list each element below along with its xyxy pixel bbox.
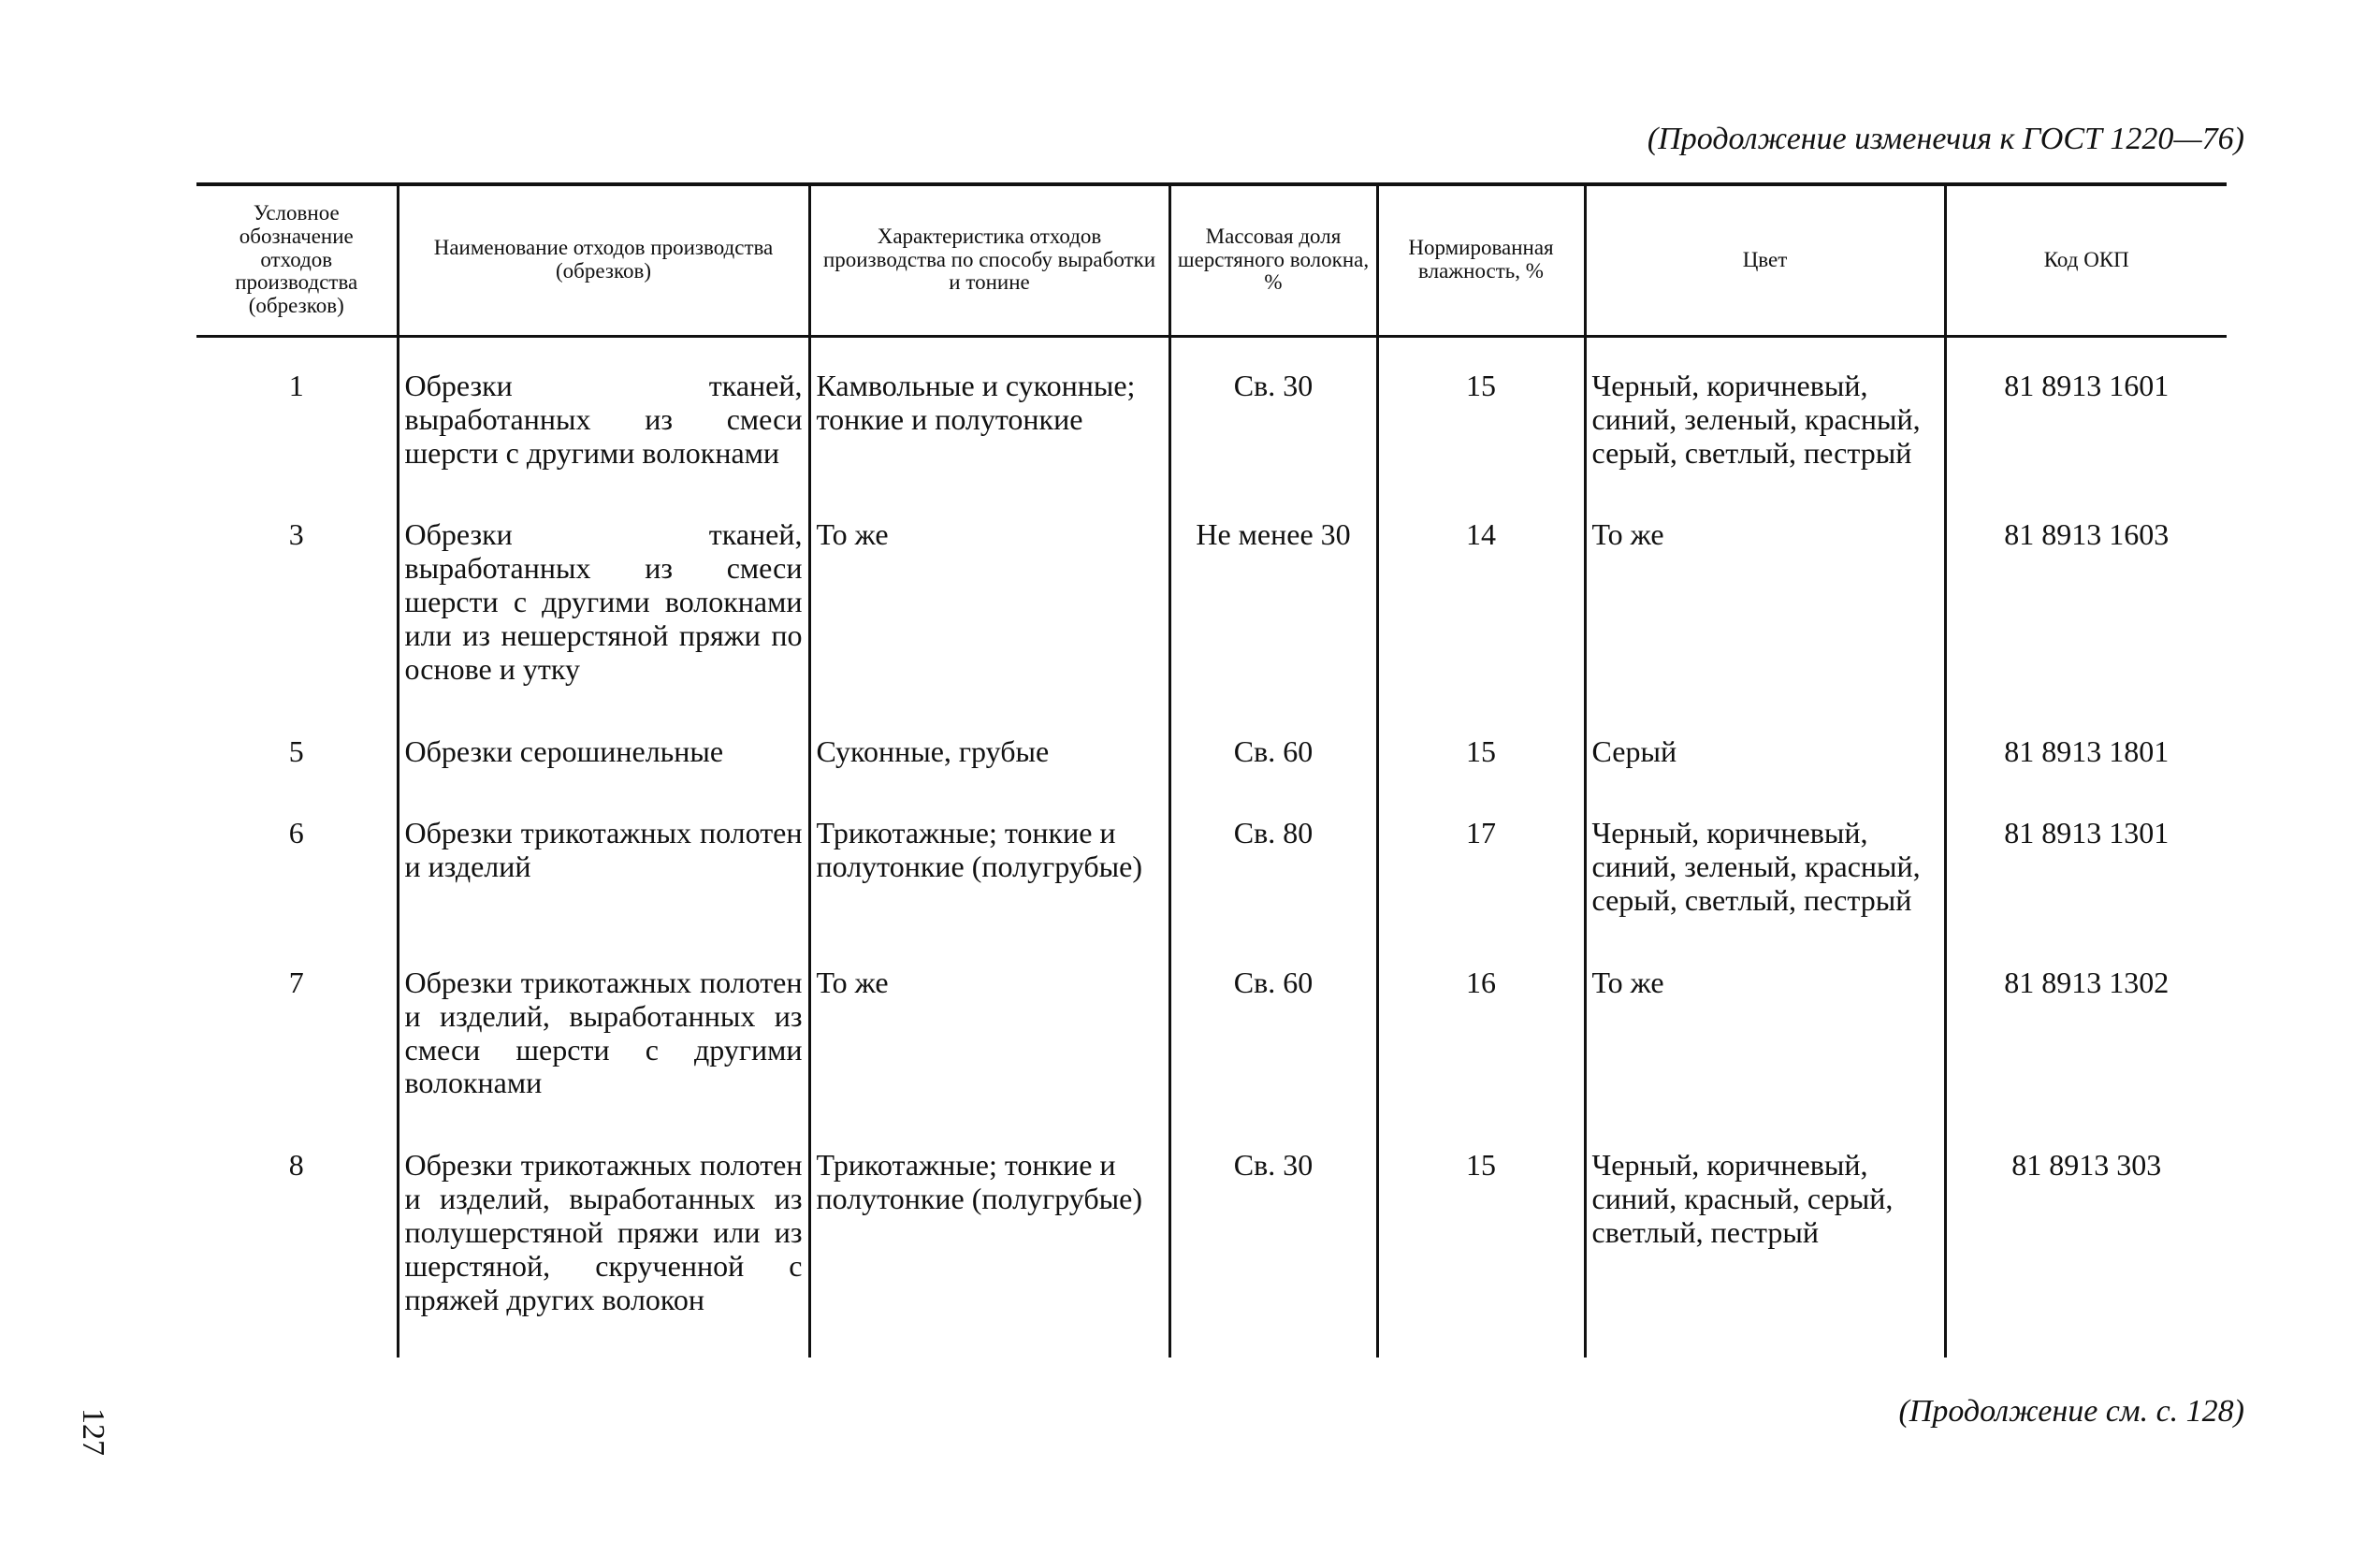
header-color: Цвет xyxy=(1585,185,1945,337)
row-code: 81 8913 1301 xyxy=(1945,785,2227,934)
header-humidity: Нормированная влажность, % xyxy=(1377,185,1585,337)
row-humidity: 15 xyxy=(1377,1117,1585,1357)
row-characteristic: Камвольные и суконные; тонкие и полутонкие xyxy=(809,337,1169,487)
header-characteristic: Характеристика отходов производства по способу выработки и тонине xyxy=(809,185,1169,337)
row-mass-share: Св. 60 xyxy=(1169,704,1377,786)
row-code: 81 8913 1603 xyxy=(1945,486,2227,703)
header-name: Наименование отходов производства (обрезков) xyxy=(398,185,809,337)
header-symbol: Условное обозначение отходов производства (обрезков) xyxy=(196,185,398,337)
header-code: Код ОКП xyxy=(1945,185,2227,337)
row-code: 81 8913 1801 xyxy=(1945,704,2227,786)
row-humidity: 17 xyxy=(1377,785,1585,934)
row-color: Черный, коричневый, синий, зеленый, красный, серый, светлый, пестрый xyxy=(1585,785,1945,934)
row-humidity: 15 xyxy=(1377,337,1585,487)
continuation-footer: (Продолжение см. с. 128) xyxy=(1898,1394,2244,1429)
row-characteristic: Трикотажные; тонкие и полутонкие (полугрубые) xyxy=(809,1117,1169,1357)
row-characteristic: То же xyxy=(809,935,1169,1117)
row-color: Черный, коричневый, синий, красный, серый, светлый, пестрый xyxy=(1585,1117,1945,1357)
row-name: Обрезки тканей, выработанных из смеси шерсти с другими волокнами xyxy=(398,337,809,487)
row-symbol: 6 xyxy=(288,816,304,850)
row-mass-share: Св. 80 xyxy=(1169,785,1377,934)
row-characteristic: Трикотажные; тонкие и полутонкие (полугрубые) xyxy=(809,785,1169,934)
row-color: То же xyxy=(1585,935,1945,1117)
continuation-header: (Продолжение изменечия к ГОСТ 1220—76) xyxy=(1647,122,2244,156)
row-humidity: 14 xyxy=(1377,486,1585,703)
row-humidity: 16 xyxy=(1377,935,1585,1117)
header-mass-share: Массовая доля шерстяного волокна, % xyxy=(1169,185,1377,337)
table-header-row xyxy=(196,185,2227,337)
table-row xyxy=(196,1117,2227,1357)
row-code: 81 8913 1601 xyxy=(1945,337,2227,487)
row-name: Обрезки трикотажных полотен и изделий, выработанных из смеси шерсти с другими волокнами xyxy=(398,935,809,1117)
row-name: Обрезки серошинельные xyxy=(398,704,809,786)
row-name: Обрезки тканей, выработанных из смеси шерсти с другими волокнами или из нешерстяной пряжи по основе и утку xyxy=(398,486,809,703)
row-name: Обрезки трикотажных полотен и изделий, выработанных из полушерстяной пряжи или из шерстяной, скрученной с пряжей других волокон xyxy=(398,1117,809,1357)
table-row xyxy=(196,785,2227,934)
page-number: 127 xyxy=(76,1408,110,1456)
row-code: 81 8913 1302 xyxy=(1945,935,2227,1117)
row-characteristic: То же xyxy=(809,486,1169,703)
row-symbol: 1 xyxy=(288,369,304,402)
waste-table xyxy=(196,185,2227,1357)
row-symbol: 8 xyxy=(288,1148,304,1183)
row-humidity: 15 xyxy=(1377,704,1585,786)
table-row xyxy=(196,704,2227,786)
table-row xyxy=(196,337,2227,487)
table-row xyxy=(196,935,2227,1117)
row-symbol: 7 xyxy=(288,965,304,999)
row-symbol: 3 xyxy=(288,517,304,552)
row-color: Серый xyxy=(1585,704,1945,786)
table-row xyxy=(196,486,2227,703)
row-color: То же xyxy=(1585,486,1945,703)
row-mass-share: Не менее 30 xyxy=(1169,486,1377,703)
row-characteristic: Суконные, грубые xyxy=(809,704,1169,786)
row-name: Обрезки трикотажных полотен и изделий xyxy=(398,785,809,934)
row-symbol: 5 xyxy=(288,733,304,768)
row-mass-share: Св. 30 xyxy=(1169,337,1377,487)
row-color: Черный, коричневый, синий, зеленый, красный, серый, светлый, пестрый xyxy=(1585,337,1945,487)
row-mass-share: Св. 60 xyxy=(1169,935,1377,1117)
row-mass-share: Св. 30 xyxy=(1169,1117,1377,1357)
row-code: 81 8913 303 xyxy=(1945,1117,2227,1357)
